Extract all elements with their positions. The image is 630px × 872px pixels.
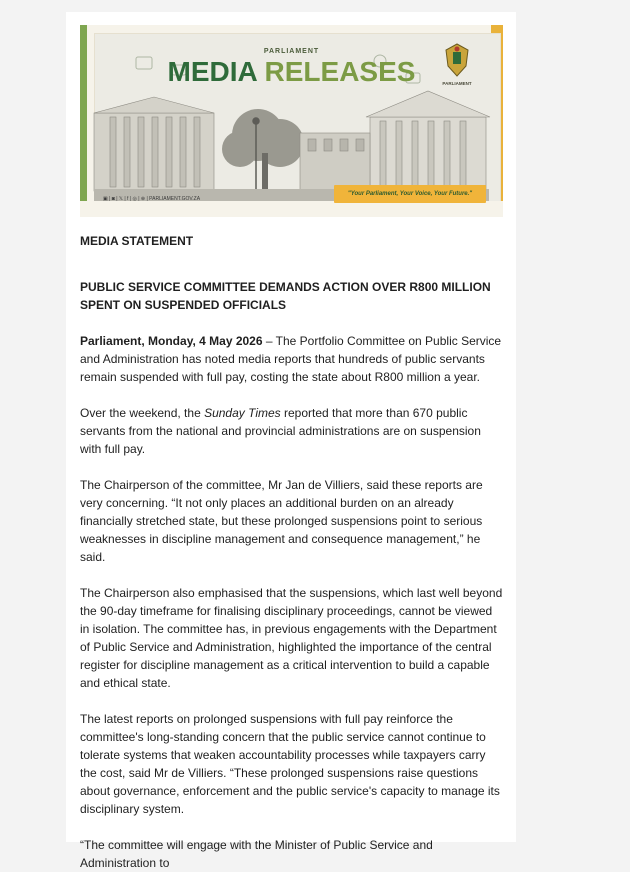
statement-label: MEDIA STATEMENT bbox=[80, 234, 194, 248]
coat-of-arms-icon bbox=[442, 42, 472, 78]
crest-label: PARLIAMENT bbox=[442, 81, 472, 86]
email-card bbox=[66, 12, 516, 870]
paragraph-2-text-a: Over the weekend, the bbox=[80, 406, 205, 420]
banner-title-word-releases: RELEASES bbox=[264, 56, 416, 87]
headline: PUBLIC SERVICE COMMITTEE DEMANDS ACTION OVER R800 MILLION SPENT ON SUSPENDED OFFICIALS bbox=[80, 280, 491, 312]
paragraph-6: “The committee will engage with the Minister of Public Service and Administration to bbox=[80, 838, 433, 870]
media-releases-banner bbox=[80, 25, 503, 217]
newspaper-name: Sunday Times bbox=[204, 406, 281, 420]
paragraph-1-text: – The Portfolio Committee on Public Service and Administration has noted media reports that hundreds of public servants remain suspended with full pay, costing the state about R800 million a year. bbox=[80, 334, 502, 384]
social-links[interactable]: ▣ | ◙ | 𝕏 | f | ◎ | ⊕ | PARLIAMENT.GOV.ZA bbox=[103, 196, 201, 202]
banner-tagline: "Your Parliament, Your Voice, Your Future." bbox=[334, 185, 486, 203]
banner-title-word-media: MEDIA bbox=[167, 56, 257, 87]
paragraph-5: The latest reports on prolonged suspensions with full pay reinforce the committee's long-standing concern that the public service cannot continue to tolerate systems that weaken accountability processes while taxpayers carry the cost, said Mr de Villiers. “These prolonged suspensions raise questions about governance, enforcement and the public service's capacity to manage its disciplinary system. bbox=[80, 712, 500, 816]
paragraph-1 bbox=[80, 332, 503, 386]
paragraph-3: The Chairperson of the committee, Mr Jan de Villiers, said these reports are very concerning. “It not only places an additional burden on an already financially stretched state, but these prolonged suspensions point to serious weaknesses in discipline management and consequence management,” he said. bbox=[80, 478, 483, 564]
paragraph-4: The Chairperson also emphasised that the suspensions, which last well beyond the 90-day timeframe for finalising disciplinary proceedings, cannot be viewed in isolation. The committee has, in previous engagements with the Department of Public Service and Administration, highlighted the importance of the central register for discipline management as a critical intervention to build a capable and ethical state. bbox=[80, 586, 503, 690]
paragraph-2-text-b: reported that more than 670 public servants from the national and provincial administrations are on suspension with full pay. bbox=[80, 406, 481, 456]
banner-kicker: PARLIAMENT bbox=[263, 48, 320, 55]
banner-bottom-bar bbox=[80, 201, 503, 217]
dateline: Parliament, Monday, 4 May 2026 bbox=[80, 334, 263, 348]
paragraph-2 bbox=[80, 404, 503, 458]
